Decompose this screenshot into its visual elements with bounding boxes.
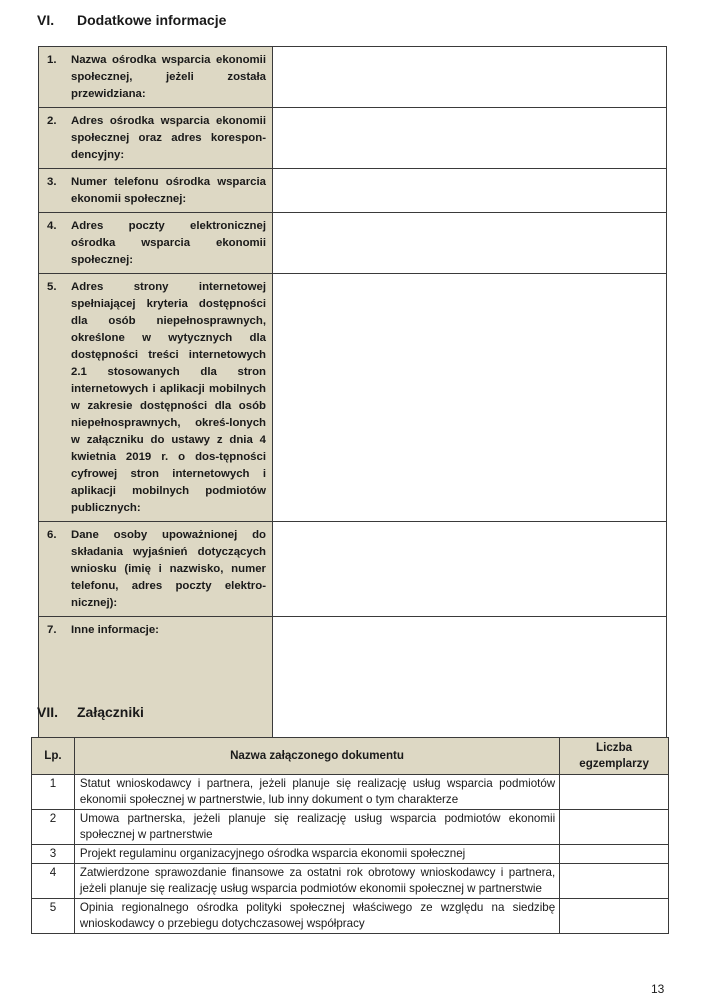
row-lp: 2 <box>32 810 75 845</box>
row-lp: 1 <box>32 775 75 810</box>
info-row-label: Adres ośrodka wsparcia ekonomii społecznej oraz adres korespon-dencyjny: <box>71 115 266 161</box>
info-row-label: Dane osoby upoważnionej do składania wyjaśnień dotyczących wniosku (imię i nazwisko, numer telefonu, adres poczty elektro-nicznej): <box>71 529 266 609</box>
info-row-number: 5. <box>47 281 57 293</box>
info-row-label-cell <box>39 213 273 274</box>
info-row-number: 7. <box>47 624 57 636</box>
info-row <box>39 213 667 274</box>
attachments-table <box>31 737 669 934</box>
row-copies-field[interactable] <box>560 864 669 899</box>
info-row <box>39 522 667 617</box>
header-lp: Lp. <box>32 738 75 775</box>
row-document-name: Projekt regulaminu organizacyjnego ośrodka wsparcia ekonomii społecznej <box>74 845 559 864</box>
section-vi-title: Dodatkowe informacje <box>77 12 227 28</box>
info-row <box>39 274 667 522</box>
row-document-name: Statut wnioskodawcy i partnera, jeżeli planuje się realizację usług wsparcia podmiotów ekonomii społecznej w partnerstwie, lub inny dokument o tym charakterze <box>74 775 559 810</box>
info-row-number: 4. <box>47 220 57 232</box>
info-row-number: 2. <box>47 115 57 127</box>
row-copies-field[interactable] <box>560 845 669 864</box>
info-row-number: 3. <box>47 176 57 188</box>
info-row-label-cell <box>39 108 273 169</box>
info-row-label: Adres strony internetowej spełniającej kryteria dostępności dla osób niepełnosprawnych, określone w wytycznych dla dostępności treści internetowych 2.1 stosowanych dla stron internetowych i aplikacji mobilnych w zakresie dostępności dla osób niepełnosprawnych, okreś-lonych w załączniku do ustawy z dnia 4 kwietnia 2019 r. o dos-tępności cyfrowej stron internetowych i aplikacji mobilnych podmiotów publicznych: <box>71 281 266 514</box>
info-row <box>39 47 667 108</box>
info-row-value-field[interactable] <box>273 47 667 108</box>
row-copies-field[interactable] <box>560 899 669 934</box>
header-copies-count: Liczba egzemplarzy <box>560 738 669 775</box>
info-row-label-cell <box>39 522 273 617</box>
info-row-value-field[interactable] <box>273 169 667 213</box>
info-row-label-cell <box>39 274 273 522</box>
info-row-label: Numer telefonu ośrodka wsparcia ekonomii społecznej: <box>71 176 266 205</box>
table-row <box>32 864 669 899</box>
row-document-name: Umowa partnerska, jeżeli planuje się realizację usług wsparcia podmiotów ekonomii społecznej w partnerstwie <box>74 810 559 845</box>
info-row-value-field[interactable] <box>273 617 667 749</box>
table-row <box>32 810 669 845</box>
section-vii-title: Załączniki <box>77 704 144 720</box>
row-lp: 5 <box>32 899 75 934</box>
additional-info-table <box>38 46 667 749</box>
row-lp: 3 <box>32 845 75 864</box>
info-row-number: 6. <box>47 529 57 541</box>
table-row <box>32 775 669 810</box>
page-number: 13 <box>651 982 665 996</box>
table-row <box>32 845 669 864</box>
table-row <box>32 899 669 934</box>
section-vi-number: VI. <box>37 12 55 28</box>
info-row-value-field[interactable] <box>273 522 667 617</box>
info-row-label-cell <box>39 47 273 108</box>
info-row-label: Nazwa ośrodka wsparcia ekonomii społecznej, jeżeli została przewidziana: <box>71 54 266 100</box>
info-row <box>39 108 667 169</box>
info-row-number: 1. <box>47 54 57 66</box>
header-document-name: Nazwa załączonego dokumentu <box>74 738 559 775</box>
row-document-name: Opinia regionalnego ośrodka polityki społecznej właściwego ze względu na siedzibę wnioskodawcy o przebiegu dotychczasowej współpracy <box>74 899 559 934</box>
info-row-label: Adres poczty elektronicznej ośrodka wsparcia ekonomii społecznej: <box>71 220 266 266</box>
info-row-value-field[interactable] <box>273 108 667 169</box>
info-row-label-cell <box>39 169 273 213</box>
row-copies-field[interactable] <box>560 775 669 810</box>
info-row-value-field[interactable] <box>273 213 667 274</box>
info-row <box>39 617 667 749</box>
attachments-header-row <box>32 738 669 775</box>
section-vii-number: VII. <box>37 704 59 720</box>
row-copies-field[interactable] <box>560 810 669 845</box>
info-row-label: Inne informacje: <box>71 624 159 636</box>
info-row-value-field[interactable] <box>273 274 667 522</box>
row-lp: 4 <box>32 864 75 899</box>
info-row-label-cell <box>39 617 273 749</box>
row-document-name: Zatwierdzone sprawozdanie finansowe za ostatni rok obrotowy wnioskodawcy i partnera, jeżeli planuje się realizację usług wsparcia podmiotów ekonomii społecznej w partnerstwie <box>74 864 559 899</box>
info-row <box>39 169 667 213</box>
